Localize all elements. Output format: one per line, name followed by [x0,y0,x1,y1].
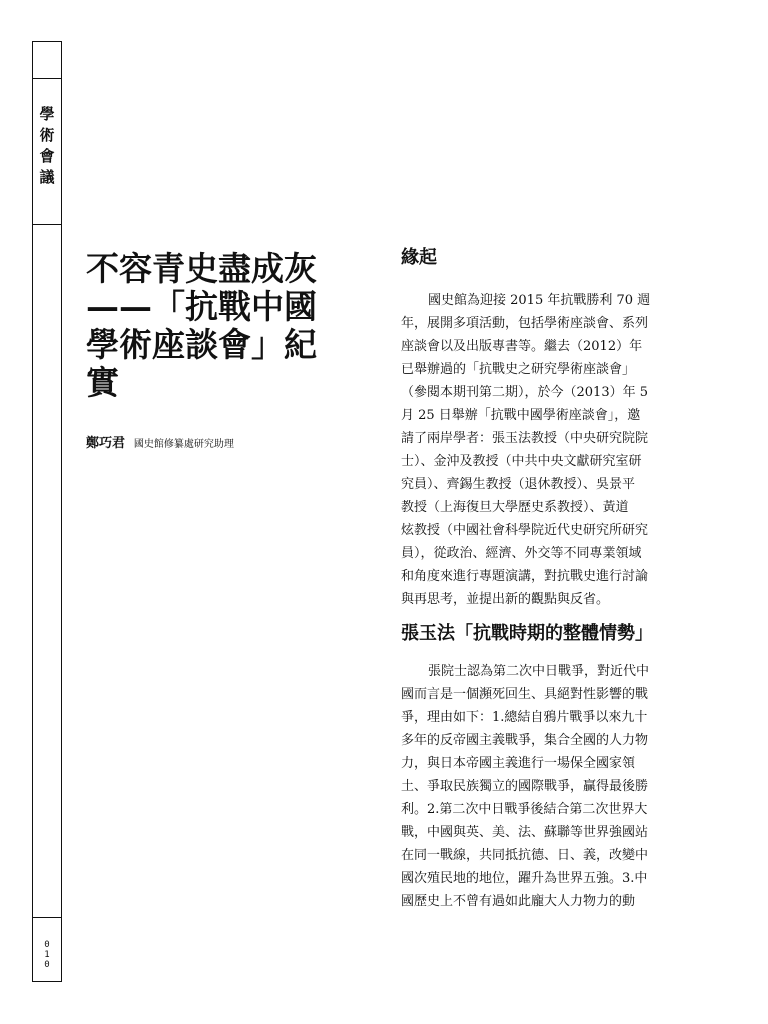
byline [86,432,362,451]
paragraph-line: 在同一戰線，共同抵抗德、日、義，改變中 [401,848,649,863]
paragraph-line: 月 25 日舉辦「抗戰中國學術座談會」，邀 [401,408,641,423]
title-line: 學術座談會」紀 [86,325,317,364]
section-label-char: 術 [39,126,55,144]
section-origin-body [401,289,691,611]
paragraph-line: 利。2.第二次中日戰爭後結合第二次世界大 [401,802,648,817]
paragraph-line: 土、爭取民族獨立的國際戰爭，贏得最後勝 [401,779,649,794]
section-zhang-body [401,660,691,913]
section-label-char: 議 [39,168,55,186]
title-line: ——「抗戰中國 [86,287,317,326]
page-number-digit: 0 [44,960,50,970]
paragraph-line: 員），從政治、經濟、外交等不同專業領域 [401,546,642,561]
paragraph-line: 座談會以及出版專書等。繼去（2012）年 [401,339,643,354]
section-label [32,104,62,188]
section-label-char: 會 [39,147,55,165]
section-zhang [401,622,691,646]
sidebar-rule-top [32,78,62,79]
page-number-digit: 0 [44,940,50,950]
paragraph-line: 國次殖民地的地位，躍升為世界五強。3.中 [401,871,648,886]
title-line: 實 [86,363,119,402]
paragraph-line: 炫教授（中國社會科學院近代史研究所研究 [401,523,649,538]
author-role: 國史館修纂處研究助理 [133,439,234,450]
paragraph-line: 和角度來進行專題演講，對抗戰史進行討論 [401,569,649,584]
section-origin [401,246,691,270]
sidebar-rule-page [32,917,62,918]
paragraph-line: 與再思考，並提出新的觀點與反省。 [401,592,610,607]
title-line: 不容青史盡成灰 [86,249,317,288]
section-label-char: 學 [39,105,55,123]
paragraph-line: 力，與日本帝國主義進行一場保全國家領 [401,756,636,771]
article-title [86,250,362,402]
paragraph-line: （參閱本期刊第二期），於今（2013）年 5 [401,385,648,400]
body-paragraph [401,660,691,913]
paragraph-line: 張院士認為第二次中日戰爭，對近代中 [428,664,650,679]
paragraph-line: 爭，理由如下：1.總結自鴉片戰爭以來九十 [401,710,648,725]
page-number [32,940,62,970]
paragraph-line: 多年的反帝國主義戰爭，集合全國的人力物 [401,733,649,748]
paragraph-line: 國史館為迎接 2015 年抗戰勝利 70 週 [428,293,651,308]
paragraph-line: 已舉辦過的「抗戰史之研究學術座談會」 [401,362,636,377]
author-name: 鄭巧君 [86,436,126,451]
paragraph-line: 年，展開多項活動，包括學術座談會、系列 [401,316,649,331]
section-heading: 張玉法「抗戰時期的整體情勢」 [401,623,653,644]
paragraph-line: 究員）、齊錫生教授（退休教授）、吳景平 [401,477,636,492]
paragraph-line: 請了兩岸學者：張玉法教授（中央研究院院 [401,431,649,446]
page-number-digit: 1 [44,950,50,960]
paragraph-line: 戰，中國與英、美、法、蘇聯等世界強國站 [401,825,649,840]
body-paragraph [401,289,691,611]
section-heading: 緣起 [401,247,437,268]
paragraph-line: 士）、金沖及教授（中共中央文獻研究室研 [401,454,642,469]
paragraph-line: 教授（上海復旦大學歷史系教授）、黃道 [401,500,629,515]
paragraph-line: 國而言是一個瀕死回生、具絕對性影響的戰 [401,687,649,702]
sidebar-rule-label-bottom [32,224,62,225]
paragraph-line: 國歷史上不曾有過如此龐大人力物力的動 [401,894,636,909]
